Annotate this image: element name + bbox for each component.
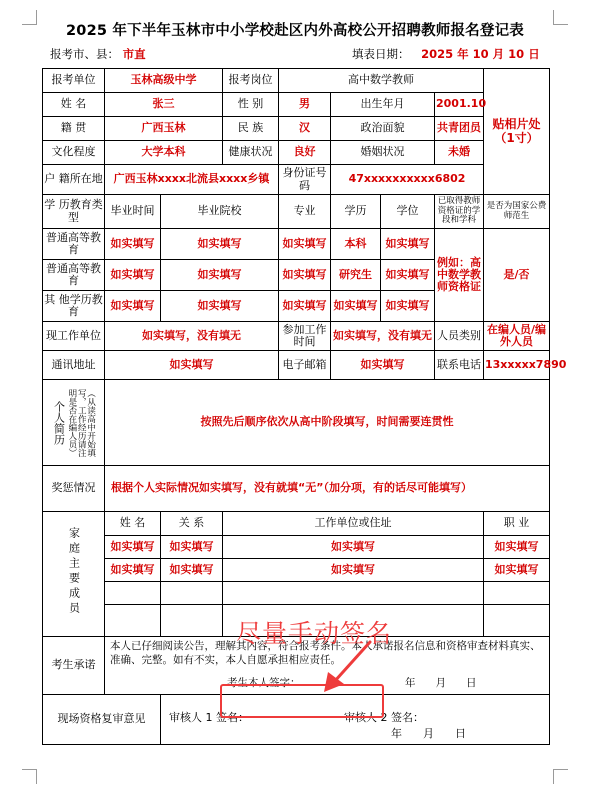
ethnic-value[interactable]: 汉 bbox=[279, 117, 331, 141]
family-cell[interactable] bbox=[161, 605, 223, 637]
family-cell[interactable]: 如实填写 bbox=[484, 536, 550, 559]
family-cell[interactable] bbox=[484, 605, 550, 637]
signature-annotation: 尽量手动签名 bbox=[236, 619, 393, 648]
gender-label: 性 别 bbox=[223, 93, 279, 117]
family-cell[interactable] bbox=[161, 582, 223, 605]
signature-label[interactable]: 考生本人签字： bbox=[227, 677, 301, 690]
edu-row-school[interactable]: 如实填写 bbox=[161, 260, 279, 291]
family-cell[interactable]: 如实填写 bbox=[484, 559, 550, 582]
degree-header: 学位 bbox=[381, 195, 435, 229]
public-normal-header: 是否为国家公费师范生 bbox=[484, 195, 550, 229]
family-header-occupation: 职 业 bbox=[484, 512, 550, 536]
edu-row-school[interactable]: 如实填写 bbox=[161, 291, 279, 322]
grad-time-header: 毕业时间 bbox=[105, 195, 161, 229]
pledge-date[interactable]: 年 月 日 bbox=[405, 677, 477, 690]
reviewer2-signature[interactable]: 审核人 2 签名： bbox=[344, 711, 424, 724]
edu-row-time[interactable]: 如实填写 bbox=[105, 260, 161, 291]
health-label: 健康状况 bbox=[223, 141, 279, 165]
staff-type-label: 人员类别 bbox=[435, 322, 484, 351]
id-value[interactable]: 47xxxxxxxxxx6802 bbox=[331, 165, 484, 195]
degree-level-header: 学历 bbox=[331, 195, 381, 229]
public-normal-value[interactable]: 是/否 bbox=[484, 229, 550, 322]
award-value[interactable]: 根据个人实际情况如实填写，没有就填“无”（加分项，有的话尽可能填写） bbox=[105, 466, 550, 512]
date-label: 填表日期： bbox=[352, 47, 410, 61]
edu-row-major[interactable]: 如实填写 bbox=[279, 291, 331, 322]
unit-value[interactable]: 玉林高级中学 bbox=[105, 69, 223, 93]
family-cell[interactable]: 如实填写 bbox=[223, 536, 484, 559]
review-label: 现场资格复审意见 bbox=[43, 695, 161, 745]
edu-row-degree[interactable]: 如实填写 bbox=[381, 229, 435, 260]
family-cell[interactable]: 如实填写 bbox=[105, 536, 161, 559]
family-cell[interactable] bbox=[484, 582, 550, 605]
award-label: 奖惩情况 bbox=[43, 466, 105, 512]
family-cell[interactable]: 如实填写 bbox=[161, 536, 223, 559]
politic-value[interactable]: 共青团员 bbox=[435, 117, 484, 141]
family-header-workplace: 工作单位或住址 bbox=[223, 512, 484, 536]
grad-school-header: 毕业院校 bbox=[161, 195, 279, 229]
marital-label: 婚姻状况 bbox=[331, 141, 435, 165]
phone-label: 联系电话 bbox=[435, 351, 484, 380]
family-label: 家庭主要成员 bbox=[67, 527, 81, 618]
edu-row-type: 普通高等教 育 bbox=[43, 260, 105, 291]
birth-value[interactable]: 2001.10 bbox=[435, 93, 484, 117]
edu-row-major[interactable]: 如实填写 bbox=[279, 229, 331, 260]
resume-label: 个人简历 bbox=[52, 400, 66, 445]
post-label: 报考岗位 bbox=[223, 69, 279, 93]
marital-value[interactable]: 未婚 bbox=[435, 141, 484, 165]
address-label: 通讯地址 bbox=[43, 351, 105, 380]
phone-value[interactable]: 13xxxxx7890 bbox=[484, 351, 550, 380]
reviewer1-signature[interactable]: 审核人 1 签名： bbox=[169, 711, 249, 724]
photo-placeholder[interactable] bbox=[484, 69, 550, 195]
email-label: 电子邮箱 bbox=[279, 351, 331, 380]
birth-label: 出生年月 bbox=[331, 93, 435, 117]
gender-value[interactable]: 男 bbox=[279, 93, 331, 117]
family-cell[interactable]: 如实填写 bbox=[161, 559, 223, 582]
photo-label: 贴相片处（1寸） bbox=[492, 117, 541, 145]
edu-row-degree[interactable]: 如实填写 bbox=[381, 260, 435, 291]
health-value[interactable]: 良好 bbox=[279, 141, 331, 165]
id-label: 身份证号 码 bbox=[279, 165, 331, 195]
work-time-value[interactable]: 如实填写，没有填无 bbox=[331, 322, 435, 351]
city-value[interactable]: 市直 bbox=[122, 47, 146, 61]
form-title: 2025 年下半年玉林市中小学校赴区内外高校公开招聘教师报名登记表 bbox=[65, 23, 524, 39]
family-header-relation: 关 系 bbox=[161, 512, 223, 536]
resume-note: （从读高中开始填写，工作经历请注明是否在编人员） bbox=[66, 388, 96, 457]
corner-mark-bottom-left bbox=[22, 769, 37, 784]
annotation-arrow-icon bbox=[316, 638, 376, 694]
family-label-cell bbox=[43, 512, 105, 637]
origin-label: 籍 贯 bbox=[43, 117, 105, 141]
unit-label: 报考单位 bbox=[43, 69, 105, 93]
hukou-value[interactable]: 广西玉林xxxx北流县xxxx乡镇 bbox=[105, 165, 279, 195]
edu-row-level[interactable]: 本科 bbox=[331, 229, 381, 260]
city-field bbox=[50, 46, 146, 62]
edu-row-type: 其 他学历教育 bbox=[43, 291, 105, 322]
resume-label-cell bbox=[43, 380, 105, 466]
edu-row-level[interactable]: 研究生 bbox=[331, 260, 381, 291]
hukou-label: 户 籍所在地 bbox=[43, 165, 105, 195]
name-label: 姓 名 bbox=[43, 93, 105, 117]
edu-label: 文化程度 bbox=[43, 141, 105, 165]
family-cell[interactable]: 如实填写 bbox=[105, 559, 161, 582]
edu-row-school[interactable]: 如实填写 bbox=[161, 229, 279, 260]
edu-row-degree[interactable]: 如实填写 bbox=[381, 291, 435, 322]
name-value[interactable]: 张三 bbox=[105, 93, 223, 117]
edu-row-time[interactable]: 如实填写 bbox=[105, 229, 161, 260]
family-header-name: 姓 名 bbox=[105, 512, 161, 536]
politic-label: 政治面貌 bbox=[331, 117, 435, 141]
teacher-cert-header: 已取得教师资格证的学段和学科 bbox=[435, 195, 484, 229]
pledge-text: 本人已仔细阅读公告，理解其内容，符合报考条件。本人承诺报名信息和资格审查材料真实、准确、完整。如有不实，本人自愿承担相应责任。 bbox=[110, 640, 541, 667]
corner-mark-bottom-right bbox=[553, 769, 568, 784]
teacher-cert-value[interactable]: 例如：高中数学教师资格证 bbox=[435, 229, 484, 322]
edu-value[interactable]: 大学本科 bbox=[105, 141, 223, 165]
date-field bbox=[352, 46, 540, 62]
edu-row-time[interactable]: 如实填写 bbox=[105, 291, 161, 322]
edu-row-type: 普通高等教 育 bbox=[43, 229, 105, 260]
work-unit-value[interactable]: 如实填写，没有填无 bbox=[105, 322, 279, 351]
work-time-label: 参加工作时间 bbox=[279, 322, 331, 351]
edu-row-level[interactable]: 如实填写 bbox=[331, 291, 381, 322]
major-header: 专业 bbox=[279, 195, 331, 229]
staff-type-value[interactable]: 在编人员/编外人员 bbox=[484, 322, 550, 351]
review-date[interactable]: 年 月 日 bbox=[391, 727, 466, 740]
address-value[interactable]: 如实填写 bbox=[105, 351, 279, 380]
family-cell[interactable] bbox=[105, 582, 161, 605]
ethnic-label: 民 族 bbox=[223, 117, 279, 141]
work-unit-label: 现工作单位 bbox=[43, 322, 105, 351]
family-cell[interactable] bbox=[105, 605, 161, 637]
email-value[interactable]: 如实填写 bbox=[331, 351, 435, 380]
resume-value[interactable]: 按照先后顺序依次从高中阶段填写，时间需要连贯性 bbox=[105, 380, 550, 466]
origin-value[interactable]: 广西玉林 bbox=[105, 117, 223, 141]
edu-type-header: 学 历教育类型 bbox=[43, 195, 105, 229]
family-cell[interactable] bbox=[223, 582, 484, 605]
post-value[interactable]: 高中数学教师 bbox=[279, 69, 484, 93]
city-label: 报考市、县： bbox=[50, 47, 119, 61]
edu-row-major[interactable]: 如实填写 bbox=[279, 260, 331, 291]
family-cell[interactable]: 如实填写 bbox=[223, 559, 484, 582]
date-value[interactable]: 2025 年 10 月 10 日 bbox=[421, 47, 540, 61]
pledge-label: 考生承诺 bbox=[43, 637, 105, 695]
